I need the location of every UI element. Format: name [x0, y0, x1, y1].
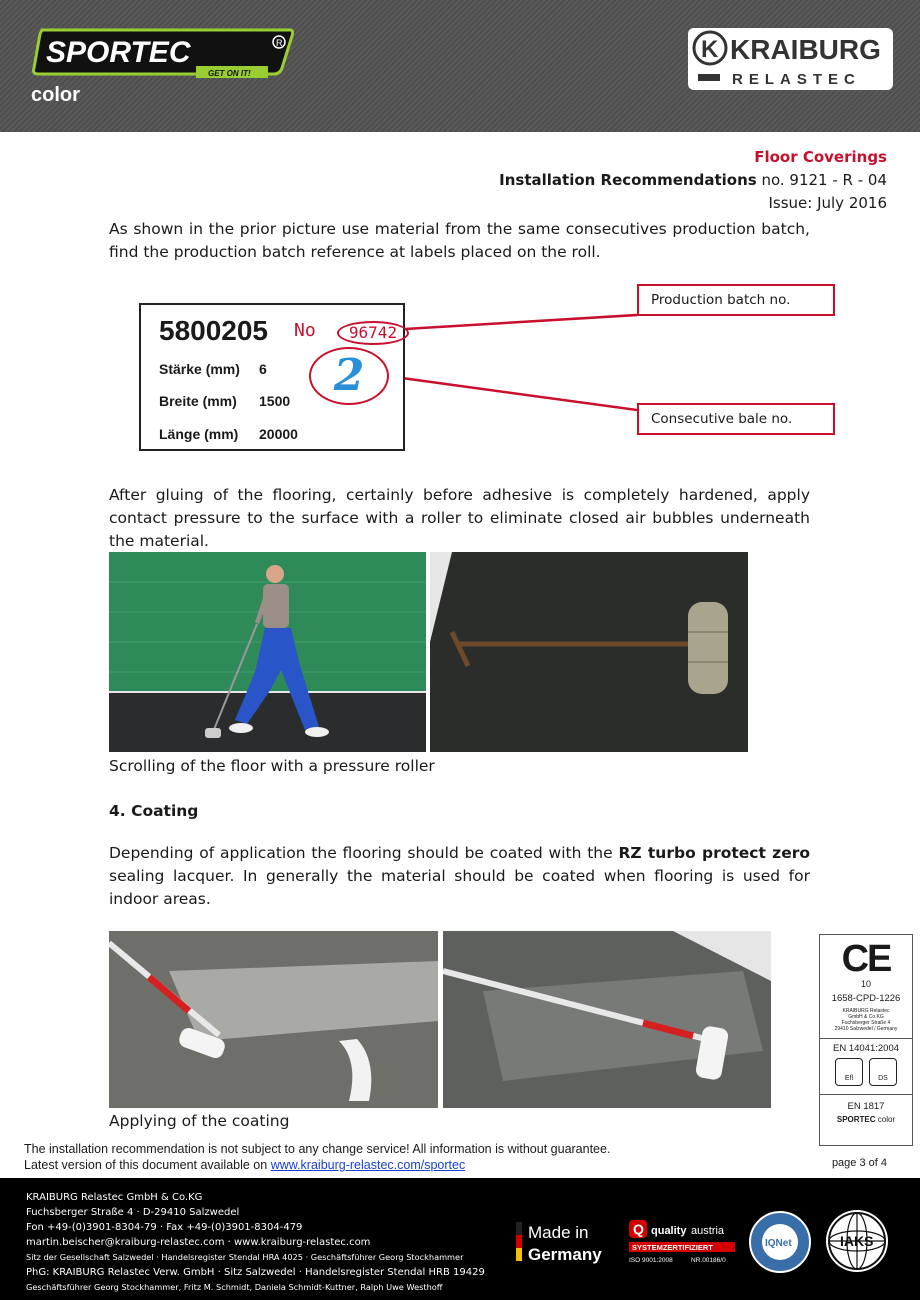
ce-certificate-number: 1658-CPD-1226	[831, 993, 901, 1004]
ce-address	[820, 1008, 912, 1032]
photo-man-rolling-floor	[109, 552, 426, 752]
quality-nr: NR.00186/0	[691, 1257, 726, 1264]
label-row-value: 1500	[259, 393, 291, 409]
ce-address-line: 29410 Salzwedel / Germany	[834, 1026, 898, 1032]
kraiburg-k-letter: K	[701, 36, 719, 63]
document-info	[499, 146, 887, 215]
kraiburg-logo	[688, 26, 893, 92]
document-issue: Issue: July 2016	[768, 194, 887, 212]
ce-product-bold: SPORTEC	[836, 1115, 876, 1124]
document-title-bold: Installation Recommendations	[499, 171, 757, 189]
coating-text-after: sealing lacquer. In generally the material should be coated when flooring is used for indoor areas.	[109, 867, 810, 908]
iaks-badge	[824, 1208, 890, 1274]
footer-line: Fon +49-(0)3901-8304-79 · Fax +49-(0)3901-8304-479	[26, 1222, 303, 1233]
svg-text:Q: Q	[633, 1221, 644, 1237]
slip-class-icon	[869, 1058, 897, 1086]
footer-small-line: Sitz der Gesellschaft Salzwedel · Handelsregister Stendal HRA 4025 · Geschäftsführer Georg Stockhammer	[26, 1252, 464, 1262]
photo-applying-coating-1	[109, 931, 438, 1108]
ce-address-line: KRAIBURG Relastec	[842, 1008, 890, 1014]
ce-address-line: GmbH & Co.KG	[848, 1014, 884, 1020]
footer-line: martin.beischer@kraiburg-relastec.com · www.kraiburg-relastec.com	[26, 1237, 371, 1248]
document-number: no. 9121 - R - 04	[756, 171, 887, 189]
rolling-paragraph: After gluing of the flooring, certainly before adhesive is completely hardened, apply contact pressure to the surface with a roller to eliminate closed air bubbles underneath the material.	[109, 486, 810, 550]
ce-year: 10	[860, 979, 871, 989]
label-no-prefix: No	[294, 320, 316, 341]
roll-label	[139, 303, 405, 451]
svg-text:R: R	[276, 38, 283, 48]
rolling-caption: Scrolling of the floor with a pressure roller	[109, 757, 435, 775]
quality-sub: SYSTEMZERTIFIZIERT	[632, 1243, 713, 1252]
ce-product-suffix: color	[875, 1115, 896, 1124]
made-in-germany-badge	[516, 1220, 616, 1266]
label-row-name: Länge (mm)	[159, 426, 239, 442]
intro-paragraph: As shown in the prior picture use material from the same consecutives production batch, find the production batch reference at labels placed on the roll.	[109, 220, 810, 261]
relastec-wordmark: RELASTEC	[732, 71, 861, 88]
coating-heading: 4. Coating	[109, 802, 199, 820]
disclaimer-line-1: The installation recommendation is not subject to any change service! All information is without guarantee.	[24, 1142, 611, 1156]
footer-line: PhG: KRAIBURG Relastec Verw. GmbH · Sitz Salzwedel · Handelsregister Stendal HRB 19429	[26, 1267, 485, 1278]
fire-class-icon	[835, 1058, 863, 1086]
footer-line: KRAIBURG Relastec GmbH & Co.KG	[26, 1192, 203, 1203]
callout-consecutive-bale: Consecutive bale no.	[637, 403, 835, 435]
iqnet-certified-badge	[748, 1210, 812, 1274]
quality-brand-2: austria	[691, 1225, 725, 1237]
callout-production-batch: Production batch no.	[637, 284, 835, 316]
label-article-number: 5800205	[159, 315, 269, 346]
product-line-label: color	[31, 84, 80, 106]
coating-paragraph	[109, 842, 810, 911]
coating-caption: Applying of the coating	[109, 1112, 290, 1130]
label-batch-number: 96742	[337, 321, 409, 345]
coating-product-name: RZ turbo protect zero	[618, 844, 811, 862]
quality-austria-badge	[629, 1218, 737, 1266]
made-in-text: Made in	[528, 1223, 589, 1242]
label-row-value: 20000	[259, 426, 298, 442]
disclaimer	[24, 1141, 610, 1173]
footer-line: Fuchsberger Straße 4 · D-29410 Salzwedel	[26, 1207, 240, 1218]
sportec-logo	[32, 28, 294, 80]
ce-address-line: Fuchsberger Straße 4	[841, 1020, 891, 1026]
footer-company-info	[26, 1190, 485, 1295]
document-title	[499, 169, 887, 192]
ce-certification-box	[819, 934, 913, 1146]
footer-small-line: Geschäftsführer Georg Stockhammer, Fritz M. Schmidt, Daniela Schmidt-Kuttner, Ralph Uwe Westhoff	[26, 1282, 443, 1292]
quality-brand: quality	[651, 1225, 687, 1237]
label-row-name: Stärke (mm)	[159, 361, 240, 377]
fire-class-label: Efl	[844, 1075, 854, 1082]
sportec-wordmark: SPORTEC	[46, 36, 191, 69]
ce-product	[820, 1115, 912, 1124]
disclaimer-line-2-prefix: Latest version of this document available on	[24, 1158, 271, 1172]
disclaimer-line-2	[24, 1157, 610, 1173]
photo-applying-coating-2	[443, 931, 771, 1108]
iaks-text: IAKS	[840, 1233, 874, 1249]
slip-class-label: DS	[878, 1075, 888, 1082]
coating-text-before: Depending of application the flooring should be coated with the	[109, 844, 619, 862]
page-number: page 3 of 4	[831, 1157, 887, 1169]
document-category: Floor Coverings	[754, 148, 887, 166]
ce-standard-2: EN 1817	[820, 1094, 912, 1112]
ce-class-icons	[820, 1058, 912, 1086]
ce-mark: CE	[841, 938, 891, 980]
ce-standard-1: EN 14041:2004	[820, 1038, 912, 1054]
quality-iso: ISO 9001:2008	[629, 1257, 673, 1264]
germany-text: Germany	[528, 1245, 602, 1264]
sportec-tagline: GET ON IT!	[208, 69, 251, 78]
photo-pressure-roller	[430, 552, 748, 752]
sportec-website-link[interactable]: www.kraiburg-relastec.com/sportec	[270, 1158, 466, 1172]
label-row-value: 6	[259, 361, 267, 377]
page-footer	[0, 1178, 920, 1300]
page-header	[0, 0, 920, 132]
iqnet-text: IQNet	[765, 1238, 792, 1249]
label-row-name: Breite (mm)	[159, 393, 237, 409]
label-bale-number: 2	[309, 347, 389, 405]
kraiburg-wordmark: KRAIBURG	[730, 34, 881, 65]
